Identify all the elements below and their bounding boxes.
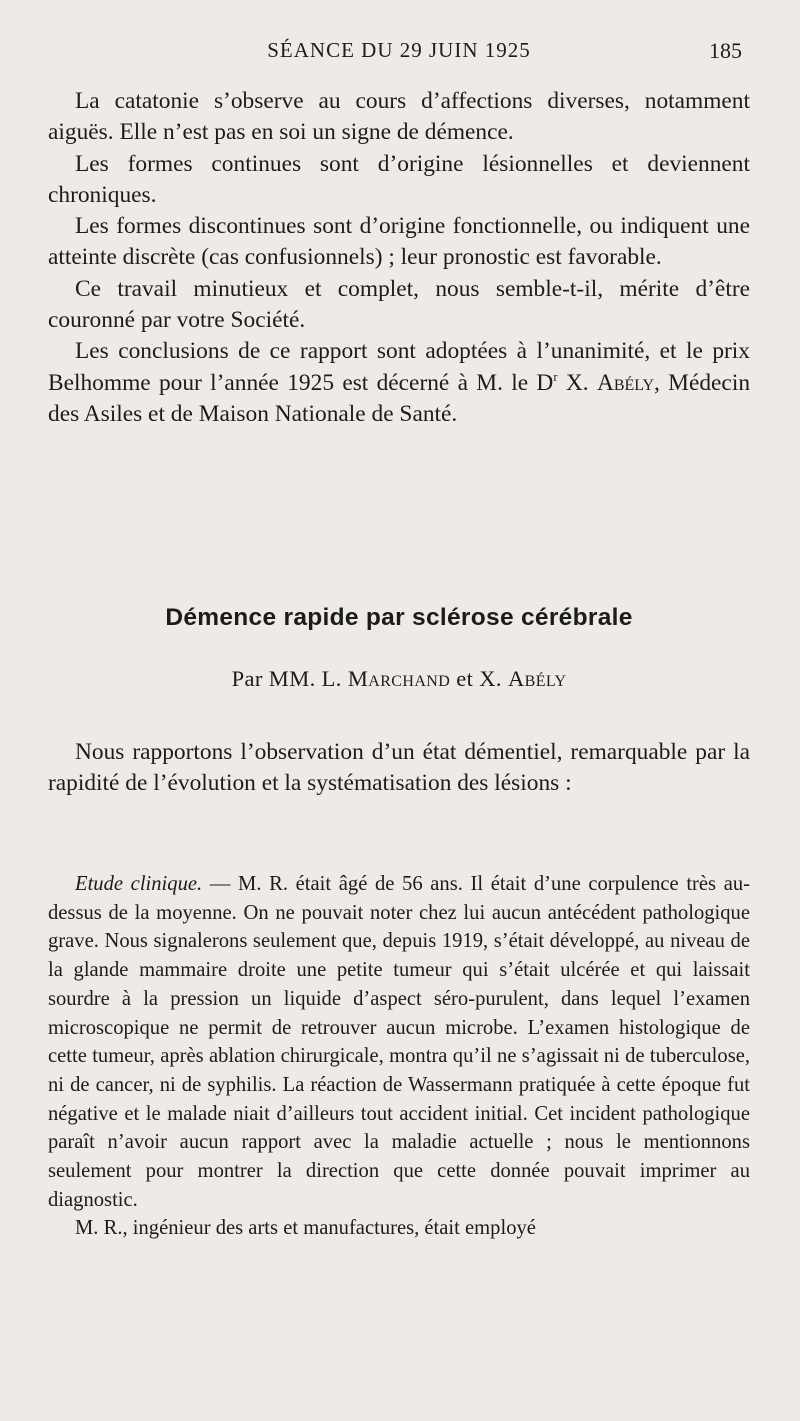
article-lead	[48, 737, 750, 800]
text-span: , Médecin des Asiles et de Maison Nationale de Santé.	[48, 369, 751, 427]
paragraph-prize-award	[48, 336, 750, 430]
text-span: — M. R. était âgé de 56 ans. Il était d’une corpulence très au-dessus de la moyenne. On ne pouvait noter chez lui aucun antécédent pathologique grave. Nous signalerons seulement que, depuis 1919, s’était développé, au niveau de la glande mammaire droite une petite tumeur qui s’était ulcérée et qui laissait sourdre à la pression un liquide d’aspect séro-purulent, dans lequel l’examen microscopique ne permit de retrouver aucun microbe. L’examen histologique de cette tumeur, après ablation chirurgicale, montra qu’il ne s’agissait ni de tuberculose, ni de cancer, ni de syphilis. La réaction de Wassermann pratiquée à cette époque fut négative et le malade niait d’ailleurs tout accident initial. Cet incident pathologique paraît n’avoir aucun rapport avec la maladie actuelle ; nous le mentionnons seulement pour montrer la direction que cette donnée pouvait imprimer au diagnostic.	[48, 873, 750, 1211]
superscript: r	[553, 369, 558, 384]
author-name: Marchand	[347, 666, 451, 691]
text-span: Les conclusions de ce rapport sont adoptées à l’unanimité, et le prix Belhomme pour l’année 1925 est décerné à M. le D	[48, 338, 750, 396]
section-label: Etude clinique.	[75, 873, 203, 895]
byline-prefix: Par MM. L.	[231, 666, 348, 691]
paragraph: La catatonie s’observe au cours d’affections diverses, notamment aiguës. Elle n’est pas en soi un signe de démence.	[48, 88, 750, 146]
article-body	[48, 870, 750, 1243]
running-header	[48, 38, 750, 68]
author-name: Abély	[507, 666, 567, 691]
paragraph: Ce travail minutieux et complet, nous semble-t-il, mérite d’être couronné par votre Société.	[48, 275, 750, 334]
running-title: SÉANCE DU 29 JUIN 1925	[267, 38, 531, 62]
page-number: 185	[709, 38, 742, 63]
paragraph: Nous rapportons l’observation d’un état démentiel, remarquable par la rapidité de l’évolution et la systématisation des lésions :	[48, 739, 750, 797]
paragraph: M. R., ingénieur des arts et manufactures, était employé	[75, 1217, 536, 1240]
article-title: Démence rapide par sclérose cérébrale	[165, 604, 633, 631]
author-name: Abély	[596, 369, 655, 396]
paragraph-clinical-study	[48, 870, 750, 1214]
byline	[48, 666, 750, 692]
intro-text	[48, 86, 750, 430]
byline-mid: et X.	[450, 666, 508, 691]
text-span: X.	[557, 369, 597, 396]
paragraph: Les formes discontinues sont d’origine fonctionnelle, ou indiquent une atteinte discrète (cas confusionnels) ; leur pronostic est favorable.	[48, 213, 750, 271]
paragraph: Les formes continues sont d’origine lésionnelles et deviennent chroniques.	[48, 150, 750, 208]
